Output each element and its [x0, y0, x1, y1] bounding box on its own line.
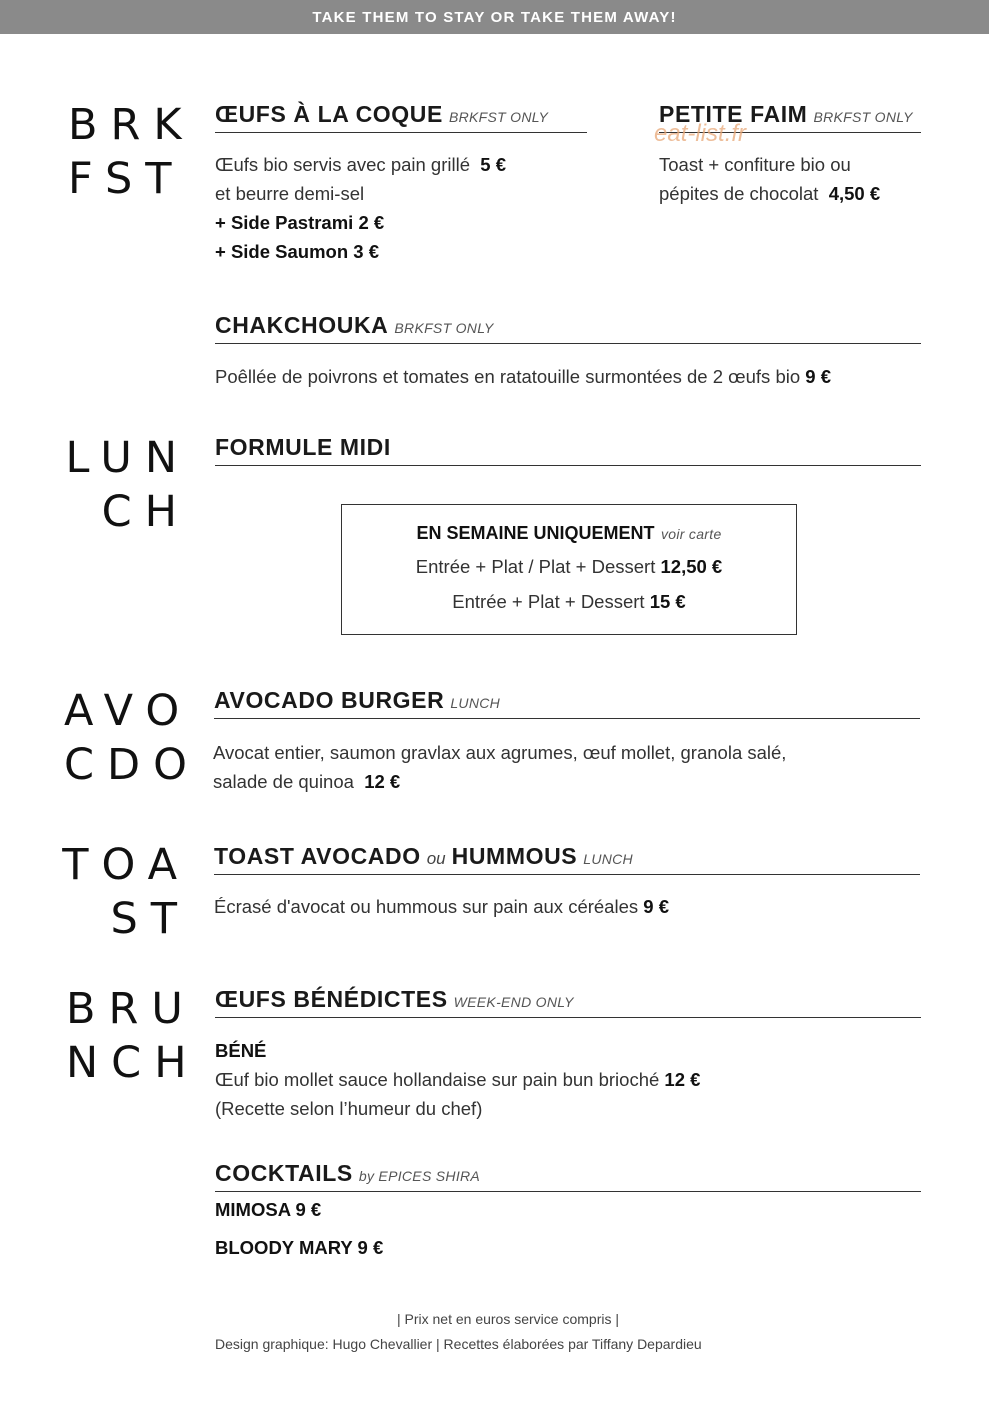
item-price: 15 € [649, 591, 686, 612]
cocktail-item: BLOODY MARY 9 € [215, 1237, 384, 1258]
section-label-line: CH [101, 487, 190, 537]
desc-line: Œufs bio servis avec pain grillé [215, 154, 470, 175]
formule-option: Entrée + Plat + Dessert [452, 591, 645, 612]
item-title: TOAST AVOCADO [214, 843, 421, 869]
item-desc-chakchouka [215, 362, 831, 391]
item-price: 4,50 € [828, 183, 881, 204]
desc-line: Écrasé d'avocat ou hummous sur pain aux céréales [214, 896, 639, 917]
desc-line: Œuf bio mollet sauce hollandaise sur pain bun brioché [215, 1069, 660, 1090]
section-label-line: NCH [66, 1038, 200, 1088]
item-title: PETITE FAIM [659, 101, 808, 127]
item-title: AVOCADO BURGER [214, 687, 445, 713]
item-tag: LUNCH [450, 695, 501, 711]
formule-option: Entrée + Plat / Plat + Dessert [415, 556, 656, 577]
item-desc-oeufs-coque [215, 150, 506, 266]
section-label-line: CDO [64, 740, 200, 790]
section-label-lunch [60, 431, 190, 539]
item-tag: by EPICES SHIRA [358, 1168, 481, 1184]
desc-line: salade de quinoa [213, 771, 354, 792]
item-desc-petite-faim [659, 150, 880, 208]
menu-heading-toast [214, 843, 920, 875]
section-label-line: ST [110, 894, 190, 944]
menu-heading-benedictes [215, 986, 921, 1018]
formule-box [341, 504, 797, 635]
watermark: eat-list.fr [654, 120, 747, 147]
box-tag: voir carte [660, 526, 722, 542]
section-label-line: BRK [68, 100, 195, 150]
item-title: HUMMOUS [451, 843, 578, 869]
item-price: 12 € [664, 1069, 701, 1090]
section-label-brunch [66, 982, 200, 1090]
item-desc-avocado-burger [213, 738, 786, 796]
desc-line: Poêllée de poivrons et tomates en ratatouille surmontées de 2 œufs bio [215, 366, 801, 387]
section-label-line: FST [68, 154, 185, 204]
item-price: 12,50 € [660, 556, 723, 577]
section-label-avocado [64, 684, 200, 792]
menu-heading-cocktails [215, 1160, 921, 1192]
item-tag: BRKFST ONLY [813, 109, 913, 125]
menu-heading-chakchouka [215, 312, 921, 344]
item-subtitle: BÉNÉ [215, 1040, 267, 1061]
item-title: ŒUFS BÉNÉDICTES [215, 986, 448, 1012]
item-title: COCKTAILS [215, 1160, 353, 1186]
desc-line: et beurre demi-sel [215, 183, 365, 204]
item-price: 9 € [805, 366, 831, 387]
banner: TAKE THEM TO STAY OR TAKE THEM AWAY! [0, 0, 989, 34]
side-option: + Side Saumon 3 € [215, 241, 379, 262]
item-tag: BRKFST ONLY [394, 320, 494, 336]
section-label-toast [56, 838, 190, 946]
item-desc-toast [214, 892, 669, 921]
menu-heading-oeufs-coque [215, 101, 587, 133]
section-label-line: AVO [64, 686, 193, 736]
section-label-line: LUN [65, 433, 190, 483]
desc-line: Avocat entier, saumon gravlax aux agrumes, œuf mollet, granola salé, [213, 742, 787, 763]
box-title: EN SEMAINE UNIQUEMENT [416, 523, 655, 543]
section-label-line: TOA [62, 840, 190, 890]
cocktail-item: MIMOSA 9 € [215, 1199, 322, 1220]
item-tag: BRKFST ONLY [448, 109, 549, 125]
footer-credits: Design graphique: Hugo Chevallier | Recettes élaborées par Tiffany Depardieu [215, 1336, 702, 1352]
item-price: 5 € [480, 154, 506, 175]
item-price: 9 € [643, 896, 669, 917]
item-title: ŒUFS À LA COQUE [215, 101, 443, 127]
item-title: CHAKCHOUKA [215, 312, 389, 338]
footer-prices-note: | Prix net en euros service compris | [396, 1311, 620, 1327]
desc-line: (Recette selon l’humeur du chef) [215, 1098, 483, 1119]
section-label-brkfst [68, 98, 195, 206]
item-price: 12 € [364, 771, 401, 792]
item-desc-benedictes [215, 1036, 700, 1123]
desc-line: Toast + confiture bio ou [659, 154, 851, 175]
section-label-line: BRU [66, 984, 196, 1034]
desc-line: pépites de chocolat [659, 183, 819, 204]
item-tag: LUNCH [583, 851, 633, 867]
side-option: + Side Pastrami 2 € [215, 212, 385, 233]
menu-heading-formule [215, 434, 921, 466]
item-connector: ou [426, 849, 446, 868]
menu-heading-avocado-burger [214, 687, 920, 719]
item-tag: WEEK-END ONLY [453, 994, 574, 1010]
item-title: FORMULE MIDI [215, 434, 391, 460]
